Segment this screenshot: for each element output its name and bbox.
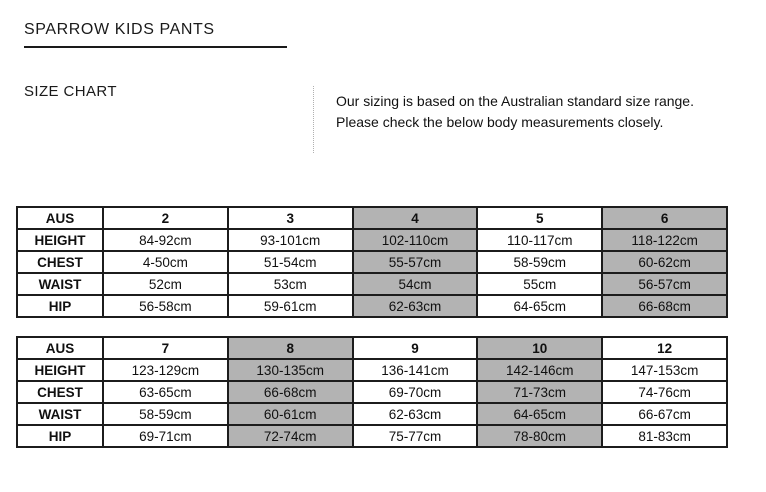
row-label-cell: HIP	[17, 295, 103, 317]
measurement-cell: 56-57cm	[602, 273, 727, 295]
measurement-cell: 72-74cm	[228, 425, 353, 447]
header-size-cell: 10	[477, 337, 602, 359]
measurement-cell: 60-62cm	[602, 251, 727, 273]
header-label-cell: AUS	[17, 207, 103, 229]
header-label-cell: AUS	[17, 337, 103, 359]
measurement-cell: 58-59cm	[103, 403, 228, 425]
measurement-cell: 59-61cm	[228, 295, 353, 317]
measurement-cell: 64-65cm	[477, 295, 602, 317]
measurement-cell: 56-58cm	[103, 295, 228, 317]
size-chart-table-sizes-7-12	[16, 336, 728, 448]
measurement-cell: 75-77cm	[353, 425, 478, 447]
measurement-cell: 123-129cm	[103, 359, 228, 381]
measurement-cell: 63-65cm	[103, 381, 228, 403]
table-row	[17, 251, 727, 273]
measurement-cell: 4-50cm	[103, 251, 228, 273]
row-label-cell: HEIGHT	[17, 359, 103, 381]
header-size-cell: 8	[228, 337, 353, 359]
measurement-cell: 52cm	[103, 273, 228, 295]
measurement-cell: 51-54cm	[228, 251, 353, 273]
table-row	[17, 273, 727, 295]
measurement-cell: 93-101cm	[228, 229, 353, 251]
header-size-cell: 6	[602, 207, 727, 229]
page-title: SPARROW KIDS PANTS	[24, 20, 287, 48]
table-row	[17, 229, 727, 251]
measurement-cell: 62-63cm	[353, 403, 478, 425]
measurement-cell: 81-83cm	[602, 425, 727, 447]
row-label-cell: HEIGHT	[17, 229, 103, 251]
row-label-cell: HIP	[17, 425, 103, 447]
measurement-cell: 53cm	[228, 273, 353, 295]
measurement-cell: 54cm	[353, 273, 478, 295]
header-size-cell: 3	[228, 207, 353, 229]
table-header-row	[17, 207, 727, 229]
row-label-cell: WAIST	[17, 273, 103, 295]
table-row	[17, 425, 727, 447]
header-size-cell: 12	[602, 337, 727, 359]
measurement-cell: 118-122cm	[602, 229, 727, 251]
measurement-cell: 84-92cm	[103, 229, 228, 251]
measurement-cell: 55cm	[477, 273, 602, 295]
size-chart-table-sizes-2-6	[16, 206, 728, 318]
measurement-cell: 55-57cm	[353, 251, 478, 273]
measurement-cell: 58-59cm	[477, 251, 602, 273]
sizing-note	[313, 86, 694, 153]
header-size-cell: 4	[353, 207, 478, 229]
table-header-row	[17, 337, 727, 359]
size-chart-heading: SIZE CHART	[24, 83, 117, 100]
measurement-cell: 147-153cm	[602, 359, 727, 381]
header-size-cell: 5	[477, 207, 602, 229]
sizing-note-line1: Our sizing is based on the Australian standard size range.	[336, 93, 694, 109]
row-label-cell: WAIST	[17, 403, 103, 425]
measurement-cell: 66-67cm	[602, 403, 727, 425]
measurement-cell: 62-63cm	[353, 295, 478, 317]
table-row	[17, 295, 727, 317]
header-size-cell: 9	[353, 337, 478, 359]
measurement-cell: 78-80cm	[477, 425, 602, 447]
measurement-cell: 130-135cm	[228, 359, 353, 381]
measurement-cell: 69-70cm	[353, 381, 478, 403]
measurement-cell: 64-65cm	[477, 403, 602, 425]
row-label-cell: CHEST	[17, 381, 103, 403]
measurement-cell: 69-71cm	[103, 425, 228, 447]
table-row	[17, 381, 727, 403]
header-size-cell: 7	[103, 337, 228, 359]
measurement-cell: 66-68cm	[228, 381, 353, 403]
measurement-cell: 102-110cm	[353, 229, 478, 251]
measurement-cell: 66-68cm	[602, 295, 727, 317]
measurement-cell: 136-141cm	[353, 359, 478, 381]
row-label-cell: CHEST	[17, 251, 103, 273]
measurement-cell: 74-76cm	[602, 381, 727, 403]
header-size-cell: 2	[103, 207, 228, 229]
measurement-cell: 60-61cm	[228, 403, 353, 425]
measurement-cell: 71-73cm	[477, 381, 602, 403]
measurement-cell: 110-117cm	[477, 229, 602, 251]
table-row	[17, 359, 727, 381]
table-row	[17, 403, 727, 425]
measurement-cell: 142-146cm	[477, 359, 602, 381]
sizing-note-line2: Please check the below body measurements closely.	[336, 114, 664, 130]
